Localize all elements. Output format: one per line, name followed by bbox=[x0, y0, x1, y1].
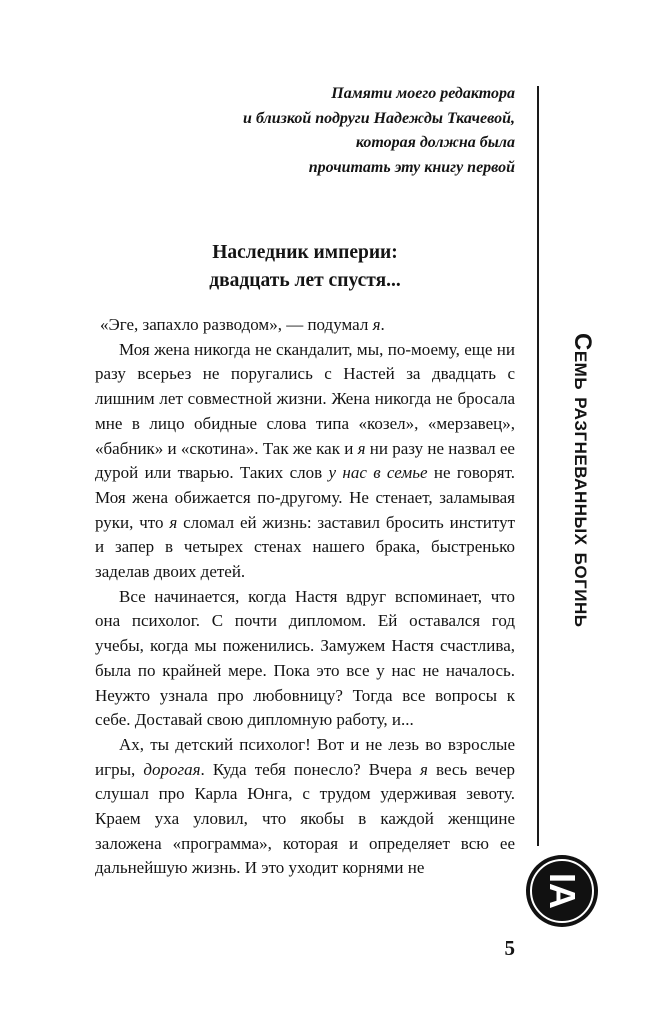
italic-text: я bbox=[419, 759, 428, 779]
page-number: 5 bbox=[504, 936, 515, 960]
epigraph-line: прочитать эту книгу первой bbox=[308, 158, 515, 176]
epigraph-line: Памяти моего редактора bbox=[331, 85, 515, 102]
italic-text: я bbox=[372, 315, 381, 334]
paragraph-4 bbox=[95, 733, 515, 881]
paragraph-text: не говорят. Моя жена обижается по-другому. Не стенает, заламывая руки, что bbox=[95, 463, 516, 532]
epigraph-line: которая должна была bbox=[355, 134, 515, 151]
vertical-divider bbox=[537, 86, 539, 846]
chapter-title bbox=[95, 239, 515, 295]
italic-text: я bbox=[357, 438, 366, 458]
chapter-title-line-2: двадцать лет спустя... bbox=[209, 270, 401, 291]
paragraph-text: «Эге, запахло разводом», — подумал bbox=[100, 315, 373, 334]
paragraph-1 bbox=[95, 313, 515, 338]
body-text bbox=[95, 313, 515, 881]
paragraph-text: Моя жена никогда не скандалит, мы, по-моему, еще ни разу всерьез не поругались с Настей за двадцать с лишним лет совместной жизни. Жена никогда не бросала мне в лицо обидные слова типа «козел», «мерзавец», «бабник» и «скотина». Так же как и bbox=[95, 339, 515, 458]
paragraph-text: Ах, ты детский психолог! Вот и не лезь во взрослые игры, bbox=[95, 734, 515, 779]
epigraph bbox=[150, 82, 515, 180]
paragraph-text: ни разу не назвал ее дурой или тварью. Таких слов bbox=[95, 438, 515, 483]
paragraph-text: . Куда тебя понесло? Вчера bbox=[200, 759, 420, 779]
spine-title-area bbox=[560, 333, 620, 833]
paragraph-3: Все начинается, когда Настя вдруг вспоминает, что она психолог. С почти дипломом. Ей оставался год учебы, когда мы поженились. Замужем Настя счастлива, была по крайней мере. Пока это все у нас не началось. Неужто узнала про любовницу? Тогда все вопросы к себе. Доставай свою дипломную работу, и... bbox=[95, 586, 515, 730]
chapter-title-line-1: Наследник империи: bbox=[212, 242, 398, 263]
italic-text: я bbox=[169, 512, 178, 532]
italic-text: у нас в семье bbox=[328, 463, 428, 483]
epigraph-line: и близкой подруги Надежды Ткачевой, bbox=[243, 109, 515, 127]
paragraph-text: . bbox=[380, 315, 385, 334]
paragraph-text: весь вечер слушал про Карла Юнга, с трудом удерживая зевоту. Краем уха уловил, что якобы в каждой женщине заложена «программа», которая и определяет всю ее дальнейшую жизнь. И это уходит корнями не bbox=[95, 759, 516, 878]
publisher-logo-icon bbox=[524, 853, 600, 929]
paragraph-2 bbox=[95, 338, 515, 585]
italic-text: дорогая bbox=[143, 759, 201, 779]
paragraph-text: сломал ей жизнь: заставил бросить институт и запер в четырех стенах нашего брака, быстренько заделав двоих детей. bbox=[95, 512, 515, 582]
publisher-logo-text: ІА bbox=[542, 873, 583, 909]
spine-title: Семь разгневанных богинь bbox=[569, 333, 596, 628]
